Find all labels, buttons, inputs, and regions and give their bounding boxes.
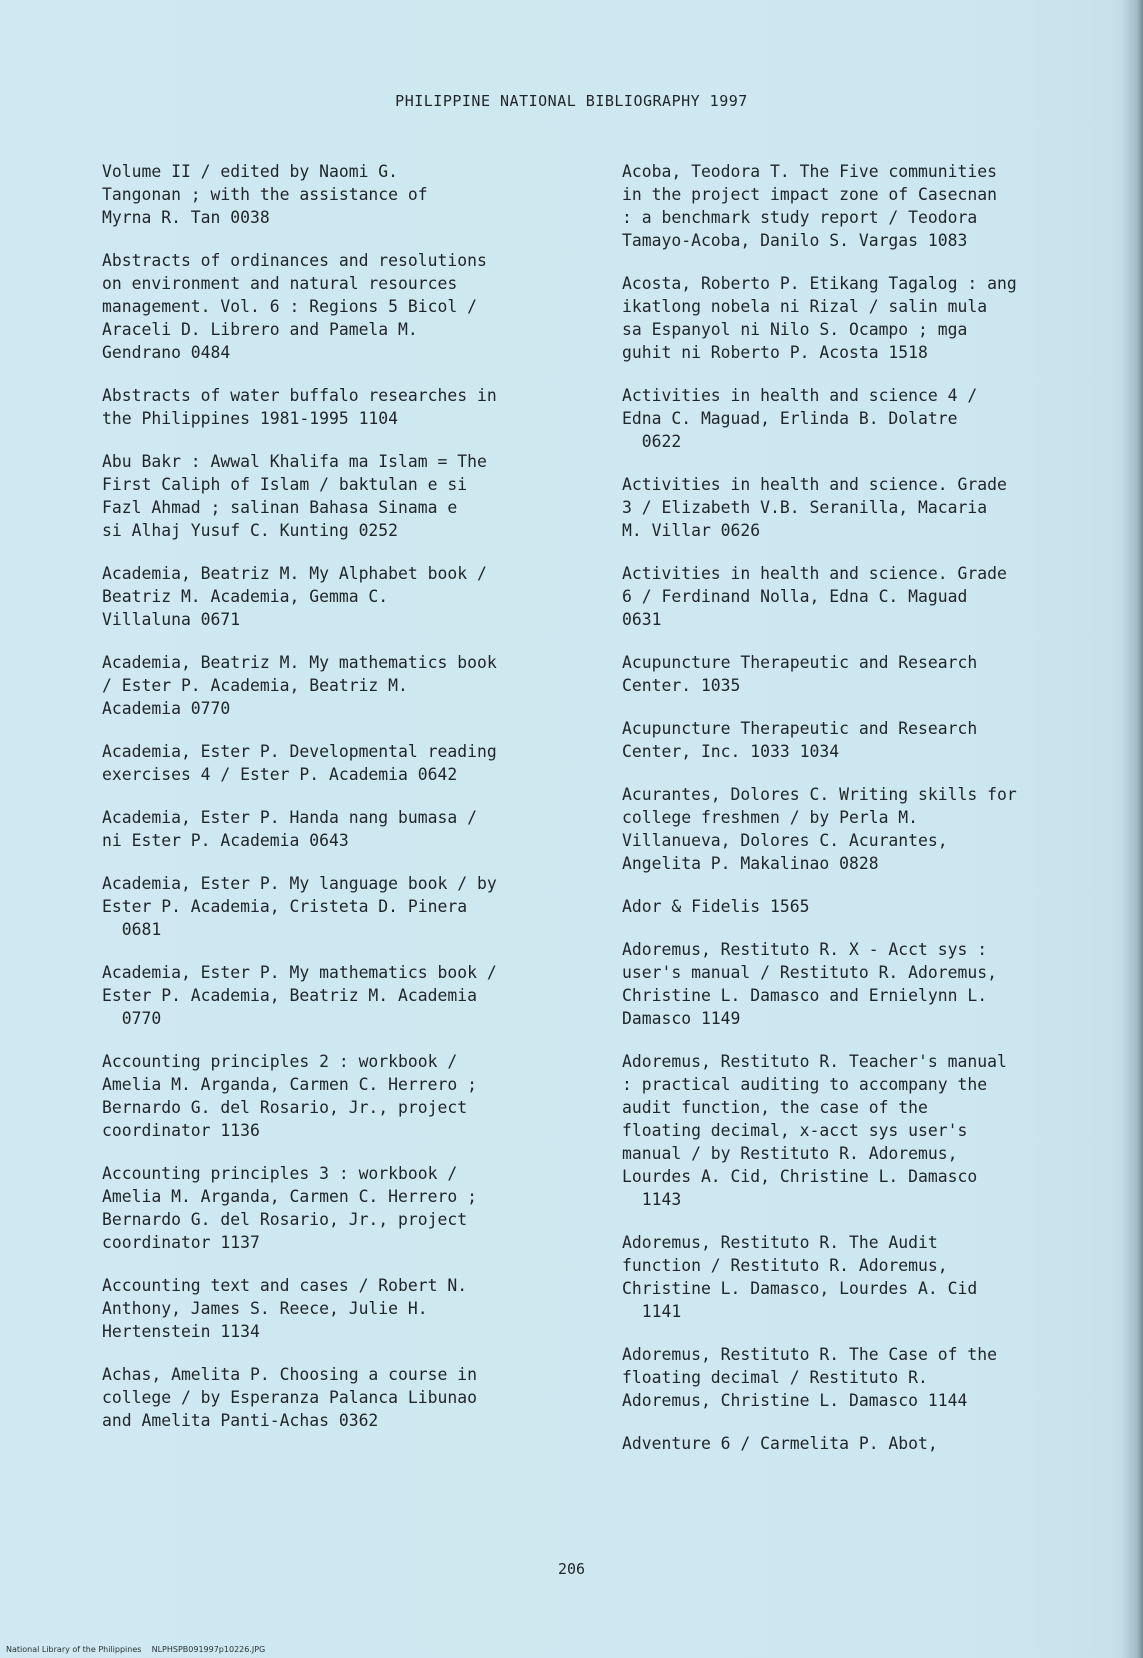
entry-line: Beatriz M. Academia, Gemma C. bbox=[102, 587, 389, 606]
entry-line: First Caliph of Islam / baktulan e si bbox=[102, 475, 468, 494]
entry-line: management. Vol. 6 : Regions 5 Bicol / bbox=[102, 297, 477, 316]
bibliography-entry bbox=[622, 651, 1132, 697]
right-column bbox=[622, 160, 1132, 1475]
entry-line: Abstracts of water buffalo researches in bbox=[102, 386, 497, 405]
entry-line: Amelia M. Arganda, Carmen C. Herrero ; bbox=[102, 1187, 477, 1206]
entry-line: Academia, Ester P. Developmental reading bbox=[102, 742, 497, 761]
entry-line: si Alhaj Yusuf C. Kunting 0252 bbox=[102, 521, 399, 540]
entry-line: ni Ester P. Academia 0643 bbox=[102, 831, 349, 850]
entry-line: Ester P. Academia, Cristeta D. Pinera bbox=[102, 897, 468, 916]
entry-line: Center. 1035 bbox=[622, 676, 741, 695]
entry-line: Anthony, James S. Reece, Julie H. bbox=[102, 1299, 428, 1318]
entry-line: Ador & Fidelis 1565 bbox=[622, 897, 810, 916]
entry-line: Abu Bakr : Awwal Khalifa ma Islam = The bbox=[102, 452, 487, 471]
bibliography-entry bbox=[102, 961, 582, 1030]
entry-line: sa Espanyol ni Nilo S. Ocampo ; mga bbox=[622, 320, 968, 339]
entry-line: 1141 bbox=[622, 1302, 682, 1321]
bibliography-entry bbox=[622, 1343, 1132, 1412]
bibliography-entry bbox=[102, 562, 582, 631]
entry-line: 0622 bbox=[622, 432, 682, 451]
entry-line: Acoba, Teodora T. The Five communities bbox=[622, 162, 997, 181]
bibliography-entry bbox=[622, 272, 1132, 364]
bibliography-entry bbox=[102, 1050, 582, 1142]
entry-line: college / by Esperanza Palanca Libunao bbox=[102, 1388, 477, 1407]
entry-line: function / Restituto R. Adoremus, bbox=[622, 1256, 948, 1275]
entry-line: Tangonan ; with the assistance of bbox=[102, 185, 428, 204]
bibliography-entry bbox=[622, 562, 1132, 631]
bibliography-entry bbox=[622, 717, 1132, 763]
entry-line: 0770 bbox=[102, 1009, 162, 1028]
entry-line: Villanueva, Dolores C. Acurantes, bbox=[622, 831, 948, 850]
entry-line: Adventure 6 / Carmelita P. Abot, bbox=[622, 1434, 938, 1453]
entry-line: Bernardo G. del Rosario, Jr., project bbox=[102, 1098, 468, 1117]
bibliography-entry bbox=[102, 740, 582, 786]
entry-line: Myrna R. Tan 0038 bbox=[102, 208, 270, 227]
bibliography-entry bbox=[622, 160, 1132, 252]
entry-line: ikatlong nobela ni Rizal / salin mula bbox=[622, 297, 988, 316]
entry-line: 1143 bbox=[622, 1190, 682, 1209]
entry-line: Adoremus, Restituto R. The Case of the bbox=[622, 1345, 997, 1364]
bibliography-entry bbox=[622, 1231, 1132, 1323]
bibliography-entry bbox=[102, 160, 582, 229]
entry-line: Accounting text and cases / Robert N. bbox=[102, 1276, 468, 1295]
entry-line: Abstracts of ordinances and resolutions bbox=[102, 251, 487, 270]
entry-line: and Amelita Panti-Achas 0362 bbox=[102, 1411, 379, 1430]
entry-line: 0631 bbox=[622, 610, 662, 629]
entry-line: Tamayo-Acoba, Danilo S. Vargas 1083 bbox=[622, 231, 968, 250]
entry-line: exercises 4 / Ester P. Academia 0642 bbox=[102, 765, 458, 784]
entry-line: Damasco 1149 bbox=[622, 1009, 741, 1028]
entry-line: Gendrano 0484 bbox=[102, 343, 231, 362]
entry-line: Villaluna 0671 bbox=[102, 610, 241, 629]
entry-line: audit function, the case of the bbox=[622, 1098, 928, 1117]
bibliography-entry bbox=[102, 384, 582, 430]
entry-line: floating decimal / Restituto R. bbox=[622, 1368, 928, 1387]
entry-line: Center, Inc. 1033 1034 bbox=[622, 742, 840, 761]
page-header: PHILIPPINE NATIONAL BIBLIOGRAPHY 1997 bbox=[395, 92, 748, 110]
bibliography-entry bbox=[622, 938, 1132, 1030]
entry-line: on environment and natural resources bbox=[102, 274, 458, 293]
entry-line: M. Villar 0626 bbox=[622, 521, 761, 540]
bibliography-entry bbox=[102, 651, 582, 720]
entry-line: Acosta, Roberto P. Etikang Tagalog : ang bbox=[622, 274, 1017, 293]
bibliography-entry bbox=[102, 1162, 582, 1254]
entry-line: Angelita P. Makalinao 0828 bbox=[622, 854, 879, 873]
entry-line: Amelia M. Arganda, Carmen C. Herrero ; bbox=[102, 1075, 477, 1094]
entry-line: Ester P. Academia, Beatriz M. Academia bbox=[102, 986, 477, 1005]
entry-line: Hertenstein 1134 bbox=[102, 1322, 260, 1341]
entry-line: Activities in health and science. Grade bbox=[622, 564, 1007, 583]
entry-line: Accounting principles 2 : workbook / bbox=[102, 1052, 458, 1071]
entry-line: in the project impact zone of Casecnan bbox=[622, 185, 997, 204]
entry-line: Adoremus, Restituto R. X - Acct sys : bbox=[622, 940, 988, 959]
entry-line: the Philippines 1981-1995 1104 bbox=[102, 409, 399, 428]
bibliography-entry bbox=[622, 1050, 1132, 1211]
entry-line: Academia, Ester P. My mathematics book / bbox=[102, 963, 497, 982]
entry-line: college freshmen / by Perla M. bbox=[622, 808, 919, 827]
entry-line: Edna C. Maguad, Erlinda B. Dolatre bbox=[622, 409, 958, 428]
bibliography-entry bbox=[622, 895, 1132, 918]
entry-line: manual / by Restituto R. Adoremus, bbox=[622, 1144, 958, 1163]
bibliography-entry bbox=[622, 473, 1132, 542]
entry-line: 0681 bbox=[102, 920, 162, 939]
entry-line: Volume II / edited by Naomi G. bbox=[102, 162, 399, 181]
scan-footer: National Library of the Philippines NLPHSPB091997p10226.JPG bbox=[6, 1645, 266, 1654]
bibliography-entry bbox=[102, 1274, 582, 1343]
bibliography-entry bbox=[102, 806, 582, 852]
entry-line: Acupuncture Therapeutic and Research bbox=[622, 719, 978, 738]
page-number: 206 bbox=[557, 1560, 586, 1578]
entry-line: Bernardo G. del Rosario, Jr., project bbox=[102, 1210, 468, 1229]
bibliography-entry bbox=[622, 1432, 1132, 1455]
entry-line: Fazl Ahmad ; salinan Bahasa Sinama e bbox=[102, 498, 458, 517]
entry-line: guhit ni Roberto P. Acosta 1518 bbox=[622, 343, 928, 362]
entry-line: : a benchmark study report / Teodora bbox=[622, 208, 978, 227]
entry-line: user's manual / Restituto R. Adoremus, bbox=[622, 963, 997, 982]
bibliography-entry bbox=[102, 249, 582, 364]
entry-line: coordinator 1136 bbox=[102, 1121, 260, 1140]
entry-line: Acupuncture Therapeutic and Research bbox=[622, 653, 978, 672]
entry-line: Academia, Beatriz M. My Alphabet book / bbox=[102, 564, 487, 583]
bibliography-entry bbox=[102, 872, 582, 941]
entry-line: Christine L. Damasco and Ernielynn L. bbox=[622, 986, 988, 1005]
bibliography-entry bbox=[622, 384, 1132, 453]
entry-line: Araceli D. Librero and Pamela M. bbox=[102, 320, 418, 339]
entry-line: Acurantes, Dolores C. Writing skills for bbox=[622, 785, 1017, 804]
entry-line: Accounting principles 3 : workbook / bbox=[102, 1164, 458, 1183]
entry-line: : practical auditing to accompany the bbox=[622, 1075, 988, 1094]
entry-line: coordinator 1137 bbox=[102, 1233, 260, 1252]
entry-line: Christine L. Damasco, Lourdes A. Cid bbox=[622, 1279, 978, 1298]
entry-line: Adoremus, Restituto R. Teacher's manual bbox=[622, 1052, 1007, 1071]
entry-line: Academia, Beatriz M. My mathematics book bbox=[102, 653, 497, 672]
entry-line: Academia 0770 bbox=[102, 699, 231, 718]
entry-line: Lourdes A. Cid, Christine L. Damasco bbox=[622, 1167, 978, 1186]
entry-line: / Ester P. Academia, Beatriz M. bbox=[102, 676, 408, 695]
entry-line: Activities in health and science. Grade bbox=[622, 475, 1007, 494]
bibliography-entry bbox=[102, 450, 582, 542]
entry-line: Achas, Amelita P. Choosing a course in bbox=[102, 1365, 477, 1384]
entry-line: Academia, Ester P. Handa nang bumasa / bbox=[102, 808, 477, 827]
left-column bbox=[102, 160, 582, 1452]
entry-line: Adoremus, Christine L. Damasco 1144 bbox=[622, 1391, 968, 1410]
entry-line: Activities in health and science 4 / bbox=[622, 386, 978, 405]
entry-line: Adoremus, Restituto R. The Audit bbox=[622, 1233, 938, 1252]
bibliography-entry bbox=[102, 1363, 582, 1432]
bibliography-entry bbox=[622, 783, 1132, 875]
entry-line: Academia, Ester P. My language book / by bbox=[102, 874, 497, 893]
entry-line: 3 / Elizabeth V.B. Seranilla, Macaria bbox=[622, 498, 988, 517]
entry-line: 6 / Ferdinand Nolla, Edna C. Maguad bbox=[622, 587, 968, 606]
entry-line: floating decimal, x-acct sys user's bbox=[622, 1121, 968, 1140]
